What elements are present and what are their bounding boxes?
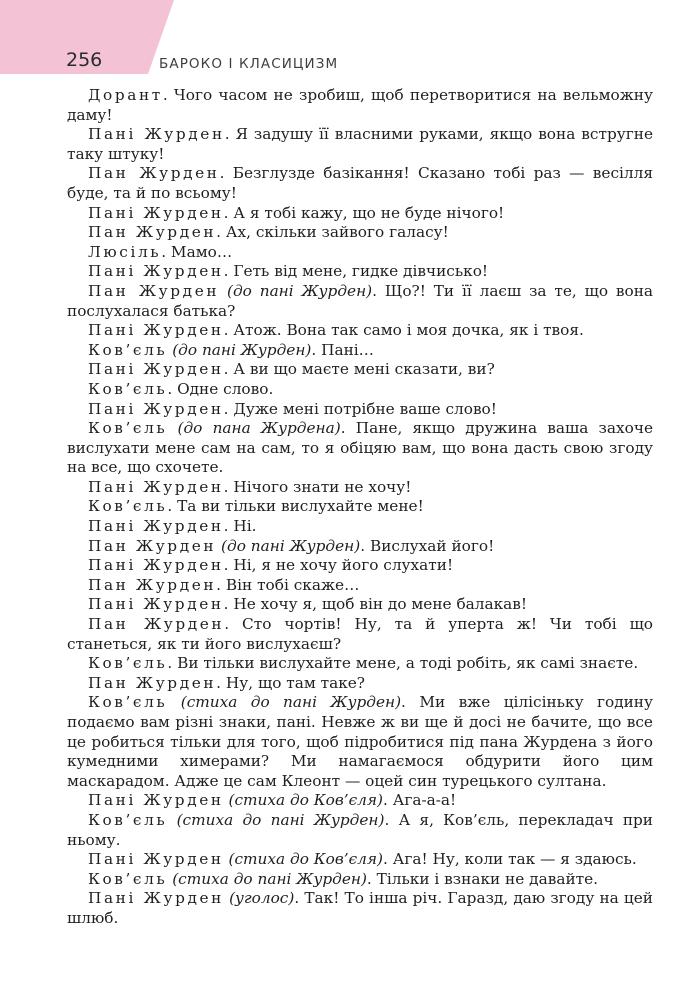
speaker-name: Пані Журден: [88, 125, 225, 144]
speech-text: А я тобі кажу, що не буде нічого!: [233, 203, 505, 222]
speaker-name: Ков’єль: [88, 654, 168, 673]
page-number: 256: [66, 49, 103, 71]
speech-text: Безглузде базікання! Сказано тобі раз — весілля буде, та й по всьому!: [67, 164, 653, 202]
speech-text: Чого часом не зробиш, щоб перетворитися на вельможну даму!: [67, 86, 653, 124]
speech-text: Мамо…: [170, 242, 233, 261]
speaker-name: Ков’єль: [88, 340, 168, 359]
speaker-name: Пан Журден: [88, 281, 220, 300]
dialogue-line: Пан Журден. Безглузде базікання! Сказано тобі раз — весілля буде, та й по всьому!: [67, 164, 653, 202]
speaker-name: Пан Журден: [88, 223, 217, 242]
speech-text: Геть від мене, гидке дівчисько!: [233, 262, 489, 281]
speech-text: Ну, що там таке?: [225, 673, 366, 692]
speech-text: А ви що маєте мені сказати, ви?: [233, 360, 495, 379]
stage-direction: (до пана Журдена): [167, 419, 341, 438]
dialogue-line: Люсіль. Мамо…: [88, 242, 233, 261]
stage-direction: (стиха до пані Журден): [167, 869, 367, 888]
speech-text: Нічого знати не хочу!: [233, 477, 412, 496]
dialogue-line: Пані Журден. Геть від мене, гидке дівчисько!: [88, 262, 489, 281]
speech-text: Ви тільки вислухайте мене, а тоді робіть, як самі знаєте.: [177, 654, 639, 673]
dialogue-line: Ков’єль (стиха до пані Журден). Ми вже цілісіньку годину подаємо вам різні знаки, пані. Невже ж ви ще й досі не бачите, що все це робиться тільки для того, щоб підробитися під пана Журдена з його кумедними химерами? Ми намагаємося обдурити його цим маскарадом. Адже це сам Клеонт — оцей син турецького султана.: [67, 693, 653, 790]
dialogue-line: Дорант. Чого часом не зробиш, щоб перетворитися на вельможну даму!: [67, 86, 653, 124]
stage-direction: (стиха до Ков’єля): [223, 791, 384, 810]
speech-text: Ага-а-а!: [392, 791, 457, 810]
speaker-name: Пані Журден: [88, 850, 224, 869]
stage-direction: (стиха до Ков’єля): [223, 850, 384, 869]
speaker-name: Ков’єль: [88, 379, 168, 398]
dialogue-line: Ков’єль (стиха до пані Журден). А я, Ков’єль, перекладач при ньому.: [67, 810, 654, 849]
dialogue-line: Пані Журден. Ні.: [88, 517, 257, 536]
speaker-name: Дорант: [88, 86, 163, 104]
speech-text: Атож. Вона так само і моя дочка, як і твоя.: [233, 321, 584, 340]
speech-text: Ні, я не хочу його слухати!: [233, 556, 454, 575]
dialogue-line: Ков’єль. Ви тільки вислухайте мене, а тоді робіть, як самі знаєте.: [88, 654, 639, 673]
speaker-name: Пан Журден: [88, 673, 217, 692]
speech-text: Вислухай його!: [369, 536, 495, 555]
dialogue-line: Ков’єль. Та ви тільки вислухайте мене!: [88, 497, 424, 516]
speaker-name: Пані Журден: [88, 399, 224, 418]
speech-text: Сто чортів! Ну, та й уперта ж! Чи тобі що станеться, як ти його вислухаєш?: [67, 615, 653, 653]
stage-direction: (до пані Журден): [167, 340, 312, 359]
speaker-name: Пані Журден: [88, 889, 224, 908]
stage-direction: (до пані Журден): [216, 536, 361, 555]
speech-text: Ах, скільки зайвого галасу!: [225, 223, 449, 242]
dialogue-line: Пані Журден. Дуже мені потрібне ваше слово!: [88, 399, 497, 418]
speech-text: Ага! Ну, коли так — я здаюсь.: [392, 850, 637, 869]
dialogue-line: Пан Журден (до пані Журден). Вислухай його!: [88, 536, 495, 555]
dialogue-line: Пані Журден. Атож. Вона так само і моя дочка, як і твоя.: [88, 321, 584, 340]
speaker-name: Пані Журден: [88, 517, 224, 536]
speaker-name: Пані Журден: [88, 791, 224, 810]
speech-text: Дуже мені потрібне ваше слово!: [233, 399, 497, 418]
speech-text: А я, Ков’єль, перекладач при ньому.: [67, 810, 654, 849]
speaker-name: Пан Журден: [88, 164, 220, 183]
dialogue-line: Пані Журден (стиха до Ков’єля). Ага-а-а!: [88, 791, 457, 810]
stage-direction: (стиха до пані Журден): [167, 810, 385, 829]
speaker-name: Пан Журден: [88, 615, 225, 634]
dialogue-line: Пан Журден. Він тобі скаже…: [88, 575, 360, 594]
speaker-name: Пані Журден: [88, 556, 224, 575]
speaker-name: Пані Журден: [88, 321, 224, 340]
speaker-name: Ков’єль: [88, 693, 168, 712]
speaker-name: Пані Журден: [88, 595, 224, 614]
dialogue-list: [67, 86, 653, 929]
speech-text: Він тобі скаже…: [225, 575, 360, 594]
speaker-name: Ков’єль: [88, 810, 168, 829]
dialogue-line: Пан Журден (до пані Журден). Що?! Ти її лаєш за те, що вона послухалася батька?: [67, 281, 654, 320]
speech-text: Та ви тільки вислухайте мене!: [177, 497, 424, 516]
dialogue-line: Пані Журден. А ви що маєте мені сказати, ви?: [88, 360, 495, 379]
speaker-name: Ков’єль: [88, 497, 168, 516]
dialogue-line: Пан Журден. Ах, скільки зайвого галасу!: [88, 223, 449, 242]
dialogue-line: Пан Журден. Сто чортів! Ну, та й уперта ж! Чи тобі що станеться, як ти його вислухаєш?: [67, 615, 653, 653]
stage-direction: (стиха до пані Журден): [167, 693, 402, 712]
speaker-name: Пані Журден: [88, 203, 224, 222]
dialogue-line: Ков’єль (до пані Журден). Пані…: [88, 340, 374, 359]
dialogue-line: Ков’єль (до пана Журдена). Пане, якщо дружина ваша захоче вислухати мене сам на сам, то я обіцяю вам, що вона дасть свою згоду на все, що схочете.: [67, 419, 653, 477]
speaker-name: Пані Журден: [88, 477, 224, 496]
dialogue-line: Пані Журден. Не хочу я, щоб він до мене балакав!: [88, 595, 528, 614]
dialogue-line: Пані Журден. Ні, я не хочу його слухати!: [88, 556, 454, 575]
speaker-name: Пан Журден: [88, 536, 217, 555]
dialogue-line: Пані Журден (стиха до Ков’єля). Ага! Ну, коли так — я здаюсь.: [88, 850, 637, 869]
speech-text: Не хочу я, щоб він до мене балакав!: [233, 595, 528, 614]
speech-text: Так! То інша річ. Гаразд, даю згоду на цей шлюб.: [67, 889, 653, 927]
stage-direction: (до пані Журден): [219, 281, 373, 300]
dialogue-line: Ков’єль. Одне слово.: [88, 379, 274, 398]
speech-text: Що?! Ти її лаєш за те, що вона послухалася батька?: [67, 281, 654, 320]
speech-text: Я задушу її власними руками, якщо вона встругне таку штуку!: [67, 125, 653, 163]
speaker-name: Ков’єль: [88, 869, 168, 888]
speaker-name: Пан Журден: [88, 575, 217, 594]
stage-direction: (уголос): [223, 889, 295, 908]
speech-text: Одне слово.: [177, 379, 274, 398]
dialogue-line: Пані Журден. Нічого знати не хочу!: [88, 477, 412, 496]
dialogue-line: Пан Журден. Ну, що там таке?: [88, 673, 366, 692]
dialogue-line: Ков’єль (стиха до пані Журден). Тільки і взнаки не давайте.: [88, 869, 599, 888]
section-title: БАРОКО І КЛАСИЦИЗМ: [159, 56, 339, 72]
dialogue-line: Пані Журден. А я тобі кажу, що не буде нічого!: [88, 203, 505, 222]
dialogue-line: Пані Журден. Я задушу її власними руками, якщо вона встругне таку штуку!: [67, 125, 653, 163]
speaker-name: Пані Журден: [88, 360, 224, 379]
speech-text: Ні.: [233, 517, 257, 536]
dialogue-line: Пані Журден (уголос). Так! То інша річ. Гаразд, даю згоду на цей шлюб.: [67, 889, 653, 927]
speech-text: Ми вже цілісіньку годину подаємо вам різні знаки, пані. Невже ж ви ще й досі не бачите, що все це робиться тільки для того, щоб підробитися під пана Журдена з його кумедними химерами? Ми намагаємося обдурити його цим маскарадом. Адже це сам Клеонт — оцей син турецького султана.: [67, 693, 653, 790]
speech-text: Пане, якщо дружина ваша захоче вислухати мене сам на сам, то я обіцяю вам, що вона дасть свою згоду на все, що схочете.: [67, 419, 653, 477]
speaker-name: Пані Журден: [88, 262, 224, 281]
speaker-name: Люсіль: [88, 242, 162, 261]
speech-text: Тільки і взнаки не давайте.: [376, 869, 599, 888]
speaker-name: Ков’єль: [88, 419, 168, 438]
speech-text: Пані…: [321, 340, 374, 359]
